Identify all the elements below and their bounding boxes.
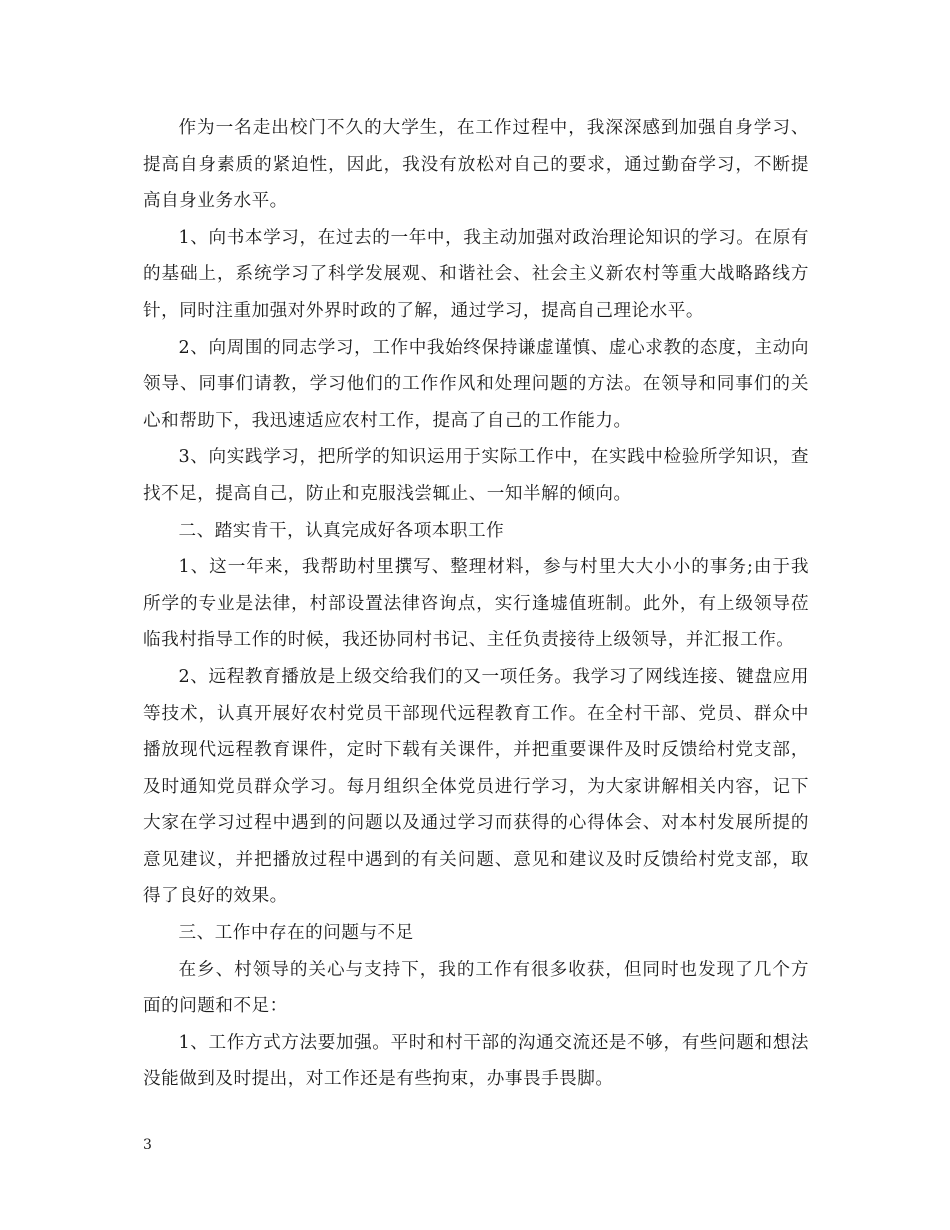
paragraph-practice-learning: 3、向实践学习，把所学的知识运用于实际工作中，在实践中检验所学知识，查找不足，提高自己，防止和克服浅尝辄止、一知半解的倾向。 [143, 447, 809, 504]
paragraph-work-methods: 1、工作方式方法要加强。平时和村干部的沟通交流还是不够，有些问题和想法没能做到及时提出，对工作还是有些拘束，办事畏手畏脚。 [143, 1032, 809, 1090]
paragraph-colleague-learning: 2、向周围的同志学习，工作中我始终保持谦虚谨慎、虚心求教的态度，主动向领导、同事们请教，学习他们的工作作风和处理问题的方法。在领导和同事们的关心和帮助下，我迅速适应农村工作，提高了自己的工作能力。 [143, 337, 809, 431]
page-number: 3 [143, 1137, 152, 1153]
section-heading-duties: 二、踏实肯干，认真完成好各项本职工作 [178, 520, 505, 541]
paragraph-intro: 作为一名走出校门不久的大学生，在工作过程中，我深深感到加强自身学习、提高自身素质的紧迫性，因此，我没有放松对自己的要求，通过勤奋学习，不断提高自身业务水平。 [143, 118, 809, 212]
paragraph-problems-intro: 在乡、村领导的关心与支持下，我的工作有很多收获，但同时也发现了几个方面的问题和不足： [143, 959, 809, 1017]
document-body [143, 110, 809, 1098]
paragraph-book-learning: 1、向书本学习，在过去的一年中，我主动加强对政治理论知识的学习。在原有的基础上，系统学习了科学发展观、和谐社会、社会主义新农村等重大战略路线方针，同时注重加强对外界时政的了解，通过学习，提高自己理论水平。 [143, 227, 809, 321]
paragraph-remote-education: 2、远程教育播放是上级交给我们的又一项任务。我学习了网线连接、键盘应用等技术，认真开展好农村党员干部现代远程教育工作。在全村干部、党员、群众中播放现代远程教育课件，定时下载有关课件，并把重要课件及时反馈给村党支部，及时通知党员群众学习。每月组织全体党员进行学习，为大家讲解相关内容，记下大家在学习过程中遇到的问题以及通过学习而获得的心得体会、对本村发展所提的意见建议，并把播放过程中遇到的有关问题、意见和建议及时反馈给村党支部，取得了良好的效果。 [143, 666, 809, 907]
section-heading-problems: 三、工作中存在的问题与不足 [178, 923, 414, 944]
paragraph-village-affairs: 1、这一年来，我帮助村里撰写、整理材料，参与村里大大小小的事务;由于我所学的专业是法律，村部设置法律咨询点，实行逢墟值班制。此外，有上级领导莅临我村指导工作的时候，我还协同村书记、主任负责接待上级领导，并汇报工作。 [143, 557, 809, 651]
